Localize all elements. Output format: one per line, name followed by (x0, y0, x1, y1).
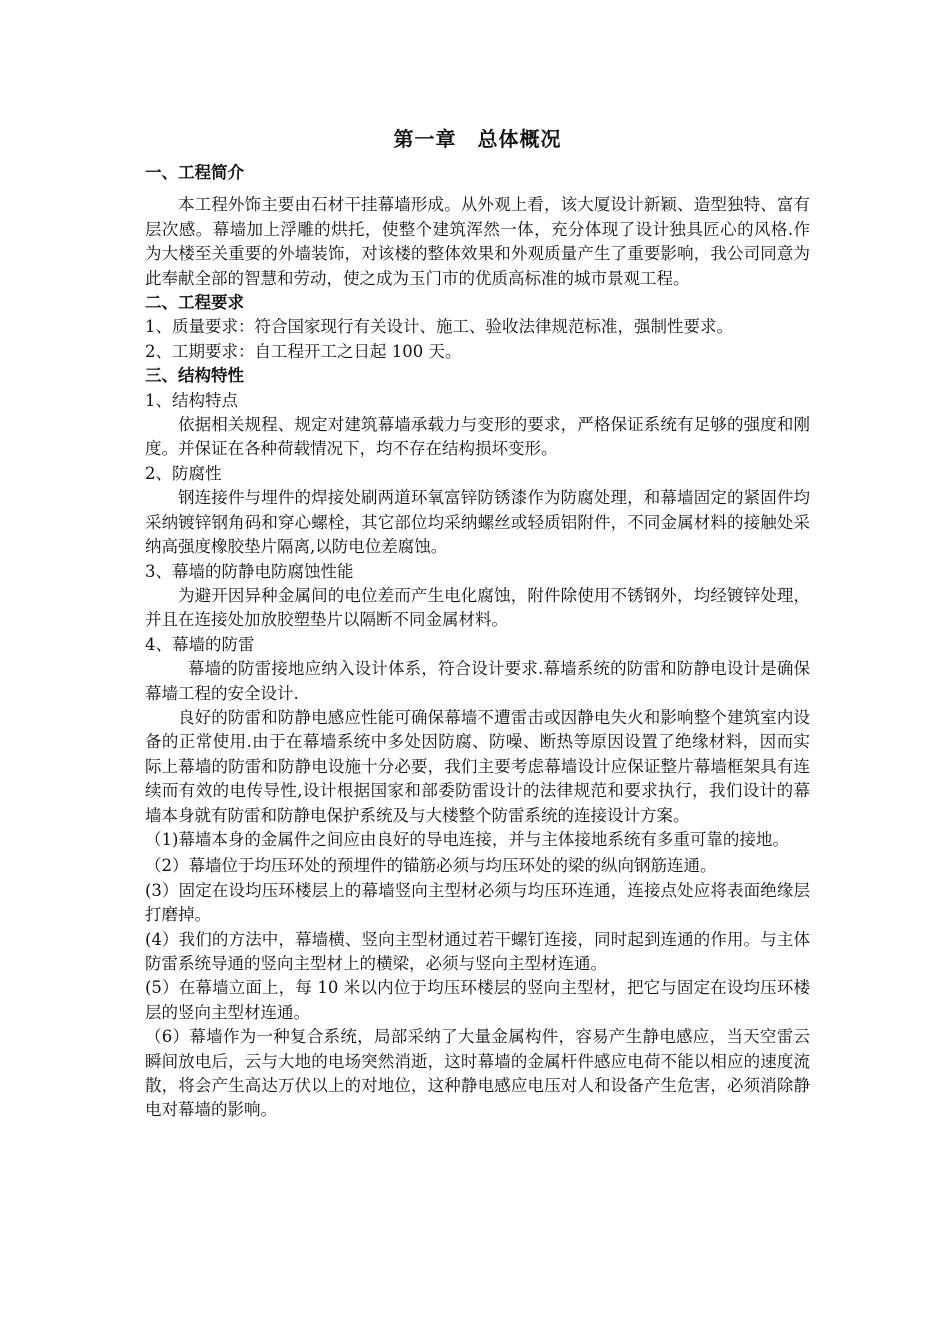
requirement-quality: 1、质量要求：符合国家现行有关设计、施工、验收法律规范标准，强制性要求。 (145, 317, 733, 337)
lightning-paragraph-2: 良好的防雷和防静电感应性能可确保幕墙不遭雷击或因静电失火和影响整个建筑室内设备的正常使用.由于在幕墙系统中多处因防腐、防噪、断热等原因设置了绝缘材料，因而实际上幕墙的防雷和防静电设施十分必要，我们主要考虑幕墙设计应保证整片幕墙框架具有连续而有效的电传导性,设计根据国家和部委防雷设计的法律规范和要求执行，我们设计的幕墙本身就有防雷和防静电保护系统及与大楼整个防雷系统的连接设计方案。 (145, 707, 810, 825)
lightning-item-2: （2）幕墙位于均压环处的预埋件的锚筋必须与均压环处的梁的纵向钢筋连通。 (145, 856, 717, 876)
section-heading-requirements: 二、工程要求 (145, 293, 244, 313)
lightning-item-5: (5）在幕墙立面上，每 10 米以内位于均压环楼层的竖向主型材，把它与固定在设均压环楼层的竖向主型材连通。 (145, 978, 810, 1022)
requirement-schedule: 2、工期要求：自工程开工之日起 100 天。 (145, 341, 462, 361)
lightning-paragraph-1: 幕墙的防雷接地应纳入设计体系，符合设计要求.幕墙系统的防雷和防静电设计是确保幕墙工程的安全设计. (145, 659, 810, 703)
antistatic-paragraph: 为避开因异种金属间的电位差而产生电化腐蚀，附件除使用不锈钢外，均经镀锌处理，并且在连接处加放胶塑垫片以隔断不同金属材料。 (145, 585, 810, 630)
chapter-title: 第一章 总体概况 (393, 127, 562, 151)
subheading-corrosion: 2、防腐性 (145, 463, 222, 483)
lightning-item-3: (3）固定在设均压环楼层上的幕墙竖向主型材必须与均压环连通，连接点处应将表面绝缘层打磨掉。 (145, 880, 810, 925)
document-body (145, 125, 810, 1123)
subheading-structure-features: 1、结构特点 (145, 390, 238, 410)
lightning-item-1: （1)幕墙本身的金属件之间应由良好的导电连接，并与主体接地系统有多重可靠的接地。 (145, 829, 789, 849)
lightning-item-6: （6）幕墙作为一种复合系统，局部采纳了大量金属构件，容易产生静电感应，当天空雷云瞬间放电后，云与大地的电场突然消逝，这时幕墙的金属杆件感应电荷不能以相应的速度流散，将会产生高达万伏以上的对地位，这种静电感应电压对人和设备产生危害，必须消除静电对幕墙的影响。 (145, 1027, 810, 1120)
section-heading-overview: 一、工程简介 (145, 163, 244, 182)
structure-features-paragraph: 依据相关规程、规定对建筑幕墙承载力与变形的要求，严格保证系统有足够的强度和刚度。并保证在各种荷载情况下，均不存在结构损坏变形。 (145, 415, 810, 459)
section-heading-structure: 三、结构特性 (145, 366, 244, 386)
subheading-antistatic: 3、幕墙的防静电防腐蚀性能 (145, 561, 354, 581)
lightning-item-4: (4）我们的方法中，幕墙横、竖向主型材通过若干螺钉连接，同时起到连通的作用。与主体防雷系统导通的竖向主型材上的横梁，必须与竖向主型材连通。 (145, 929, 810, 973)
overview-paragraph: 本工程外饰主要由石材干挂幕墙形成。从外观上看，该大厦设计新颖、造型独特、富有层次感。幕墙加上浮雕的烘托，使整个建筑浑然一体，充分体现了设计独具匠心的风格.作为大楼至关重要的外墙装饰，对该楼的整体效果和外观质量产生了重要影响，我公司同意为此奉献全部的智慧和劳动，使之成为玉门市的优质高标准的城市景观工程。 (145, 195, 810, 288)
corrosion-paragraph: 钢连接件与埋件的焊接处刷两道环氧富锌防锈漆作为防腐处理，和幕墙固定的紧固件均采纳镀锌钢角码和穿心螺栓，其它部位均采纳螺丝或轻质铝附件，不同金属材料的接触处采纳高强度橡胶垫片隔离,以防电位差腐蚀。 (145, 488, 810, 557)
subheading-lightning: 4、幕墙的防雷 (145, 634, 255, 654)
